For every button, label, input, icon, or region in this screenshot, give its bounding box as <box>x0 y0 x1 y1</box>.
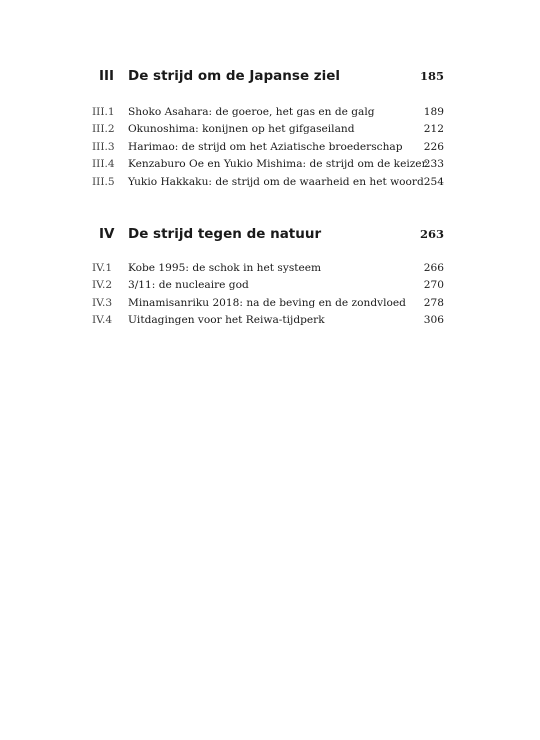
chapter-title: Uitdagingen voor het Reiwa-tijdperk <box>128 314 325 327</box>
chapter-entry <box>92 260 448 277</box>
chapter-title: Harimao: de strijd om het Aziatische broederschap <box>128 140 403 153</box>
chapter-entry <box>92 277 448 294</box>
chapter-list <box>92 260 448 330</box>
part-page-number: 263 <box>419 227 444 241</box>
chapter-page-number: 306 <box>423 314 444 327</box>
chapter-number: IV.4 <box>92 314 113 327</box>
chapter-title: Shoko Asahara: de goeroe, het gas en de galg <box>128 106 375 118</box>
chapter-page-number: 226 <box>423 140 444 153</box>
part-heading <box>92 68 448 88</box>
chapter-page-number: 212 <box>423 123 444 136</box>
chapter-number: IV.1 <box>92 262 113 274</box>
chapter-entry <box>92 104 448 121</box>
chapter-entry <box>92 139 448 156</box>
chapter-title: Yukio Hakkaku: de strijd om de waarheid en het woord <box>128 175 424 188</box>
part-title: De strijd om de Japanse ziel <box>128 68 341 84</box>
chapter-title: Minamisanriku 2018: na de beving en de zondvloed <box>128 296 406 309</box>
chapter-page-number: 233 <box>423 158 444 171</box>
chapter-number: III.2 <box>92 123 115 136</box>
part-numeral: IV <box>99 226 115 242</box>
chapter-title: Kenzaburo Oe en Yukio Mishima: de strijd om de keizer <box>128 158 427 171</box>
chapter-number: IV.2 <box>92 279 113 292</box>
chapter-number: III.3 <box>92 140 115 153</box>
chapter-list <box>92 104 448 191</box>
chapter-page-number: 254 <box>423 175 444 188</box>
part-numeral: III <box>99 68 115 84</box>
chapter-title: 3/11: de nucleaire god <box>128 279 249 292</box>
chapter-number: III.1 <box>92 106 115 118</box>
chapter-entry <box>92 156 448 173</box>
chapter-page-number: 266 <box>423 262 444 274</box>
chapter-number: III.4 <box>92 158 115 171</box>
part-heading <box>92 226 448 246</box>
chapter-page-number: 278 <box>423 296 444 309</box>
toc-part-iii <box>92 68 448 188</box>
toc-part-iv <box>92 226 448 327</box>
chapter-title: Kobe 1995: de schok in het systeem <box>128 262 322 274</box>
chapter-title: Okunoshima: konijnen op het gifgaseiland <box>128 123 355 136</box>
chapter-page-number: 270 <box>423 279 444 292</box>
chapter-entry <box>92 174 448 191</box>
chapter-entry <box>92 295 448 312</box>
chapter-number: IV.3 <box>92 296 113 309</box>
chapter-entry <box>92 121 448 138</box>
part-page-number: 185 <box>419 69 444 83</box>
chapter-entry <box>92 312 448 329</box>
chapter-page-number: 189 <box>423 106 444 118</box>
part-title: De strijd tegen de natuur <box>128 226 322 242</box>
chapter-number: III.5 <box>92 175 115 188</box>
